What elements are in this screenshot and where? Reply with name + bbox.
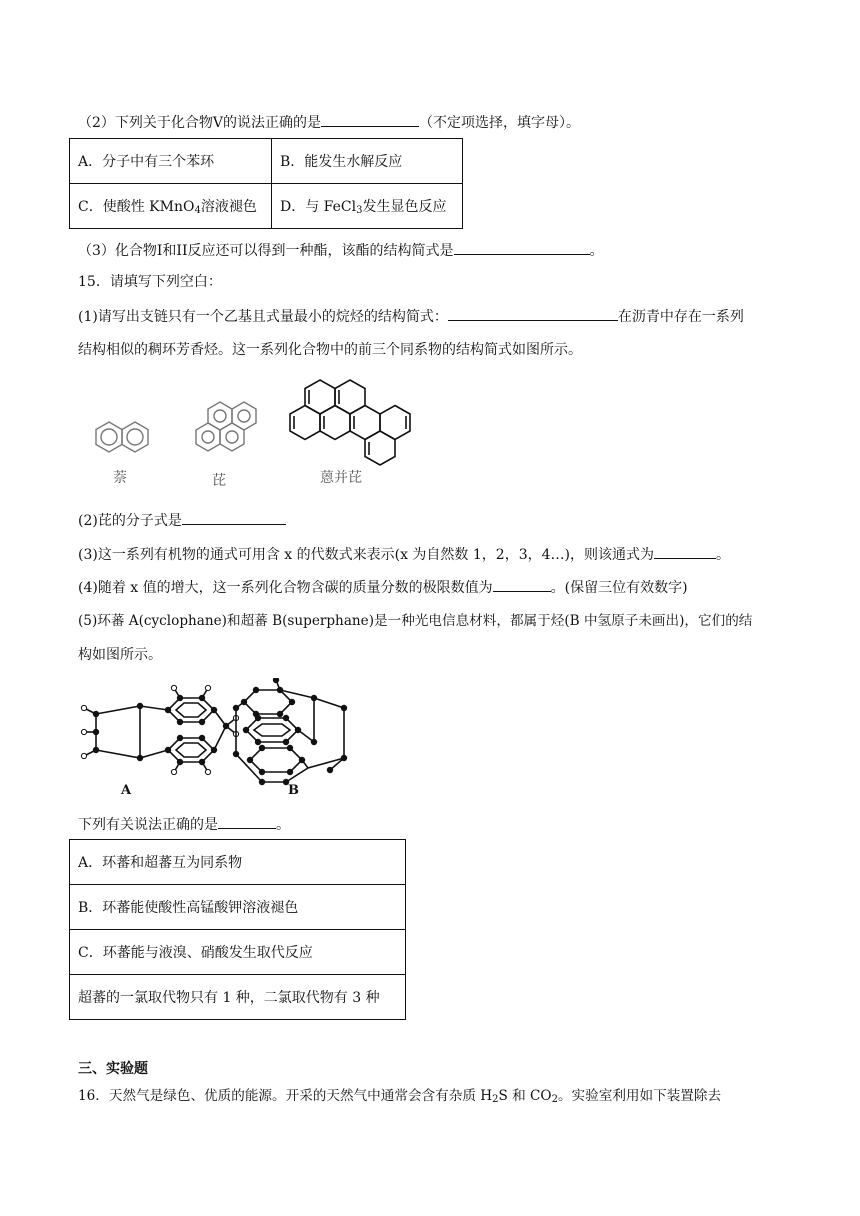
q15-p4-end: 。(保留三位有效数字) bbox=[550, 580, 688, 596]
q15-p3-line bbox=[78, 544, 730, 565]
q15-p3-text: (3)这一系列有机物的通式可用含 x 的代数式来表示(x 为自然数 1，2，3，4…)，则该通式为 bbox=[78, 547, 654, 563]
q14-part2-line bbox=[78, 112, 580, 133]
pyrene-structure bbox=[196, 402, 256, 451]
period: 。 bbox=[715, 547, 730, 563]
option-d: D．与 FeCl$_3$发生显色反应 bbox=[272, 184, 463, 229]
answer-blank[interactable] bbox=[493, 577, 551, 592]
answer-blank[interactable] bbox=[321, 112, 419, 127]
option-a: A．分子中有三个苯环 bbox=[70, 139, 272, 184]
option-c: C．使酸性 KMnO$_4$溶液褪色 bbox=[70, 184, 272, 229]
answer-blank[interactable] bbox=[454, 240, 590, 255]
cyclophane-a-hydrogens bbox=[81, 685, 238, 774]
period: 。 bbox=[276, 817, 290, 833]
cyclophane-a-label: A bbox=[121, 783, 132, 798]
q15-options-table bbox=[69, 839, 406, 1020]
q15-p4-text: (4)随着 x 值的增大，这一系列化合物含碳的质量分数的极限数值为 bbox=[78, 580, 493, 596]
answer-blank[interactable] bbox=[182, 510, 286, 525]
q14-part2-suffix: （不定项选择，填字母）。 bbox=[419, 115, 581, 131]
q15-p5a: (5)环蕃 A(cyclophane)和超蕃 B(superphane)是一种光电信息材料，都属于烃(B 中氢原子未画出)，它们的结 bbox=[78, 613, 753, 629]
answer-blank[interactable] bbox=[654, 544, 716, 559]
q15-p6-line bbox=[78, 814, 290, 835]
option-b: B．环蕃能使酸性高锰酸钾溶液褪色 bbox=[70, 885, 406, 930]
naphthalene-label: 萘 bbox=[113, 470, 127, 486]
q15-p1c: 结构相似的稠环芳香烃。这一系列化合物中的前三个同系物的结构简式如图所示。 bbox=[78, 342, 582, 358]
q14-part3-line bbox=[78, 240, 604, 261]
q15-p1b-text: 在沥青中存在一系列 bbox=[617, 309, 744, 325]
q14-part2-text: （2）下列关于化合物V的说法正确的是 bbox=[78, 115, 322, 131]
answer-blank[interactable] bbox=[448, 306, 618, 321]
option-b: B．能发生水解反应 bbox=[272, 139, 463, 184]
q15-p5b: 构如图所示。 bbox=[78, 647, 162, 663]
superphane-b-label: B bbox=[288, 783, 299, 798]
option-d: 超蕃的一氯取代物只有 1 种，二氯取代物有 3 种 bbox=[70, 975, 406, 1020]
benzopyrene-label: 蒽并芘 bbox=[320, 470, 362, 486]
naphthalene-structure bbox=[96, 422, 148, 452]
q15-title: 15．请填写下列空白： bbox=[78, 274, 222, 290]
q16-line: 16．天然气是绿色、优质的能源。开采的天然气中通常会含有杂质 $H_2S$ 和 $CO_2$。实验室利用如下装置除去 bbox=[78, 1088, 722, 1105]
option-c: C．环蕃能与液溴、硝酸发生取代反应 bbox=[70, 930, 406, 975]
q15-p4-line bbox=[78, 577, 688, 598]
option-a: A．环蕃和超蕃互为同系物 bbox=[70, 840, 406, 885]
cyclophane-a-structure bbox=[84, 688, 236, 772]
q15-p1a-line bbox=[78, 306, 744, 327]
q14-options-table bbox=[69, 138, 463, 229]
q15-p6-text: 下列有关说法正确的是 bbox=[78, 817, 218, 833]
superphane-b-structure bbox=[236, 680, 344, 782]
q14-part3-text: （3）化合物I和II反应还可以得到一种酯，该酯的结构简式是 bbox=[78, 243, 454, 259]
q15-p2-text: (2)芘的分子式是 bbox=[78, 513, 182, 529]
benzopyrene-structure bbox=[290, 380, 410, 465]
period: 。 bbox=[589, 243, 604, 259]
fused-aromatics-figure bbox=[80, 372, 430, 492]
q15-p1a-text: (1)请写出支链只有一个乙基且式量最小的烷烃的结构简式： bbox=[78, 309, 448, 325]
section-heading: 三、实验题 bbox=[78, 1061, 148, 1077]
cyclophane-figure bbox=[76, 678, 366, 802]
q15-p2-line bbox=[78, 510, 286, 531]
pyrene-label: 芘 bbox=[212, 473, 226, 489]
answer-blank[interactable] bbox=[218, 814, 276, 829]
